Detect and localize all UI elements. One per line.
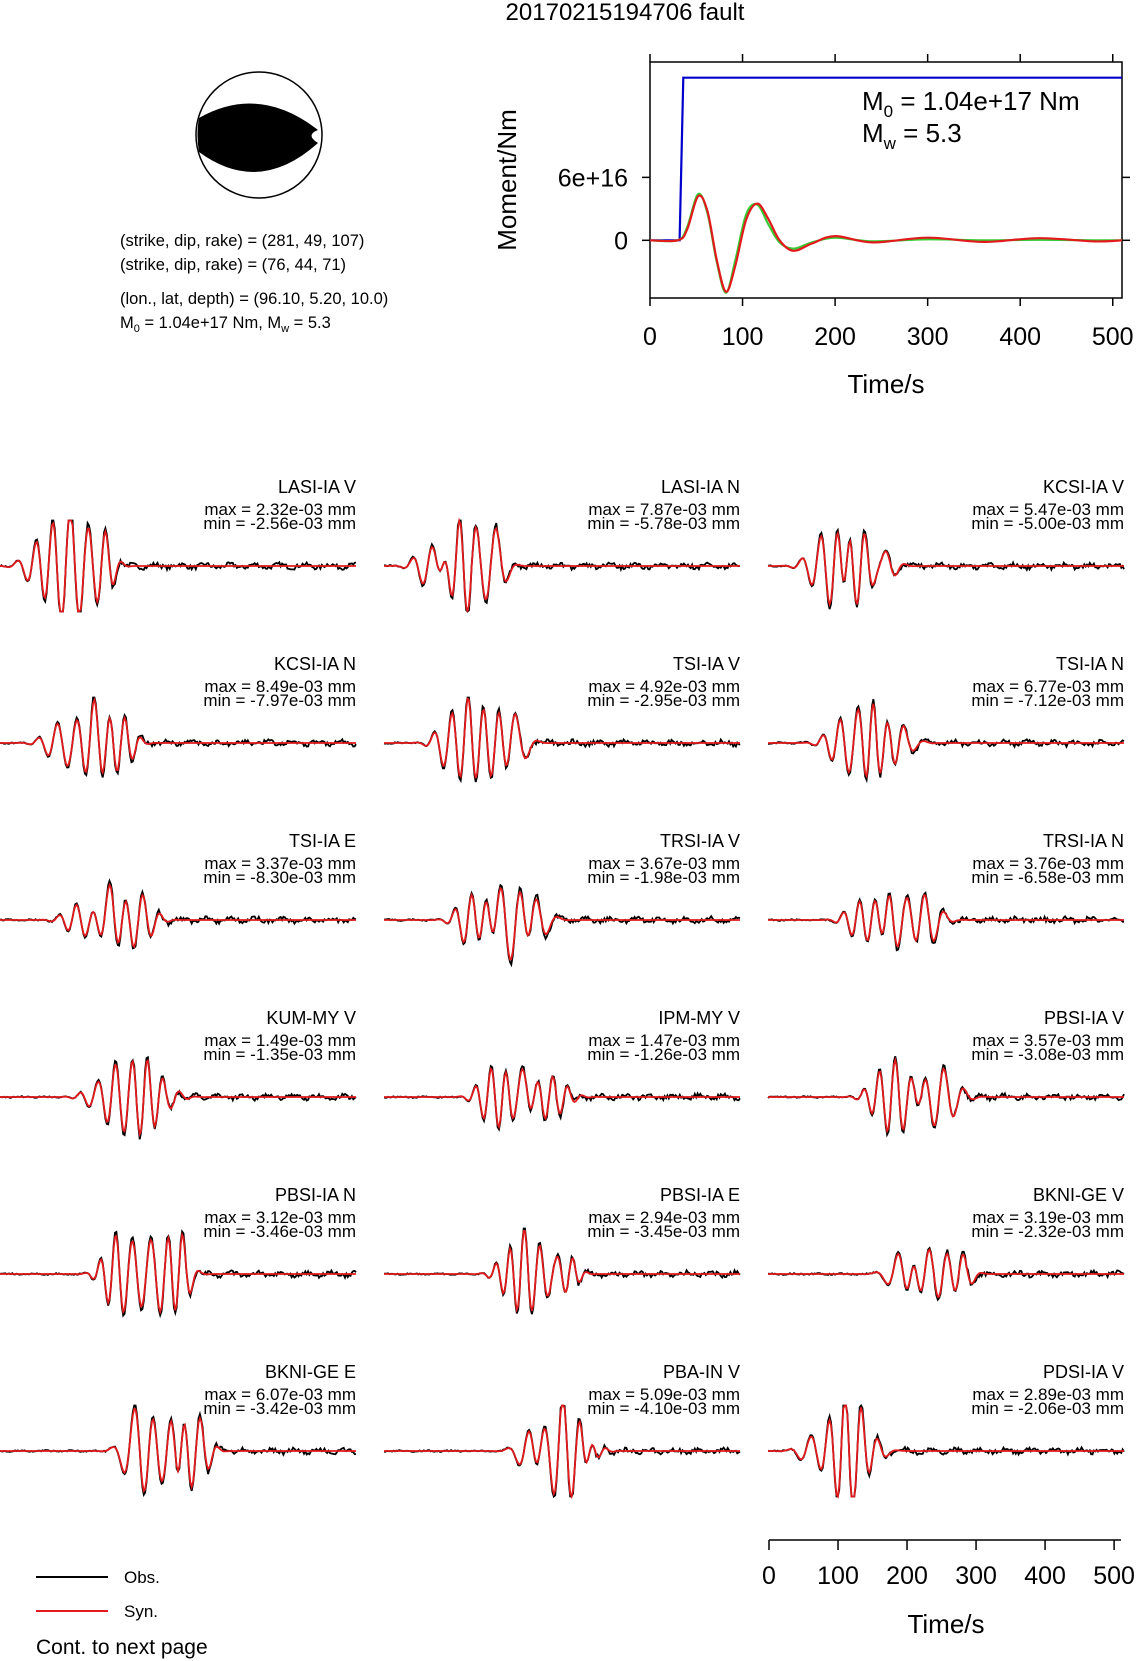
- waveform-panel: [0, 1008, 356, 1139]
- moment-x-tick-label: 200: [814, 323, 856, 351]
- max-amplitude-label: max = 3.19e-03 mm: [972, 1208, 1124, 1227]
- station-label: TSI-IA V: [672, 654, 740, 674]
- min-amplitude-label: min = -3.46e-03 mm: [203, 1222, 356, 1241]
- continued-note: Cont. to next page: [36, 1636, 208, 1659]
- max-amplitude-label: max = 5.09e-03 mm: [588, 1385, 740, 1404]
- waveform-time-axis: [762, 1540, 1135, 1639]
- station-label: KUM-MY V: [266, 1008, 356, 1028]
- waveform-panel: [384, 1185, 740, 1314]
- synthetic-waveform: [0, 885, 356, 947]
- synthetic-waveform: [384, 1069, 740, 1127]
- moment-x-tick-label: 100: [721, 323, 764, 351]
- min-amplitude-label: min = -4.10e-03 mm: [587, 1399, 740, 1418]
- min-amplitude-label: min = -2.06e-03 mm: [971, 1399, 1124, 1418]
- synthetic-waveform: [768, 1406, 1124, 1497]
- synthetic-waveform: [384, 521, 740, 612]
- max-amplitude-label: max = 2.32e-03 mm: [204, 500, 356, 519]
- min-amplitude-label: min = -2.56e-03 mm: [203, 514, 356, 533]
- max-amplitude-label: max = 1.47e-03 mm: [588, 1031, 740, 1050]
- min-amplitude-label: min = -7.97e-03 mm: [203, 691, 356, 710]
- max-amplitude-label: max = 6.07e-03 mm: [204, 1385, 356, 1404]
- station-label: BKNI-GE E: [264, 1362, 356, 1382]
- moment-x-tick-label: 300: [906, 323, 949, 351]
- synthetic-waveform: [768, 1250, 1124, 1297]
- max-amplitude-label: max = 8.49e-03 mm: [204, 677, 356, 696]
- waveform-panel: [0, 831, 356, 948]
- station-label: PBSI-IA E: [659, 1185, 740, 1205]
- legend: [36, 1568, 208, 1659]
- beachball-icon: [196, 72, 322, 198]
- waveform-panel: [768, 1185, 1124, 1300]
- moment-mw-label: $M_w = 5.3$: [862, 118, 962, 153]
- figure-title: 20170215194706 fault: [505, 0, 745, 26]
- min-amplitude-label: min = -5.78e-03 mm: [587, 514, 740, 533]
- moment-x-tick-label: 500: [1091, 323, 1134, 351]
- synthetic-waveform: [384, 1406, 740, 1497]
- synthetic-waveform: [0, 1235, 356, 1312]
- waveform-grid: [0, 477, 1124, 1497]
- location-depth: (lon., lat, depth) = (96.10, 5.20, 10.0): [120, 290, 389, 308]
- observed-waveform: [384, 885, 740, 964]
- legend-syn-label: Syn.: [124, 1602, 159, 1621]
- station-label: BKNI-GE V: [1032, 1185, 1124, 1205]
- waveform-x-axis-label: Time/s: [907, 1609, 985, 1639]
- synthetic-waveform: [384, 888, 740, 959]
- min-amplitude-label: min = -6.58e-03 mm: [971, 868, 1124, 887]
- waveform-panel: [384, 477, 740, 612]
- waveform-panel: [384, 1008, 740, 1129]
- station-label: PDSI-IA V: [1042, 1362, 1124, 1382]
- waveform-x-tick-label: 300: [955, 1562, 997, 1590]
- station-label: LASI-IA V: [277, 477, 356, 497]
- moment-m0-label: $M_0 = 1.04e+17$ Nm: [862, 86, 1080, 121]
- waveform-panel: [768, 1362, 1124, 1497]
- observed-waveform: [768, 1056, 1124, 1134]
- station-label: PBSI-IA V: [1043, 1008, 1124, 1028]
- max-amplitude-label: max = 4.92e-03 mm: [588, 677, 740, 696]
- min-amplitude-label: min = -2.95e-03 mm: [587, 691, 740, 710]
- max-amplitude-label: max = 2.89e-03 mm: [972, 1385, 1124, 1404]
- waveform-panel: [0, 1362, 356, 1495]
- max-amplitude-label: max = 7.87e-03 mm: [588, 500, 740, 519]
- observed-waveform: [0, 881, 356, 948]
- min-amplitude-label: min = -3.42e-03 mm: [203, 1399, 356, 1418]
- focal-mechanism-info: [120, 232, 388, 335]
- waveform-panel: [768, 477, 1124, 609]
- synthetic-waveform: [768, 533, 1124, 604]
- waveform-panel: [768, 831, 1124, 950]
- min-amplitude-label: min = -1.98e-03 mm: [587, 868, 740, 887]
- min-amplitude-label: min = -7.12e-03 mm: [971, 691, 1124, 710]
- synthetic-waveform: [384, 699, 740, 778]
- station-label: TSI-IA N: [1055, 654, 1124, 674]
- waveform-x-tick-label: 400: [1024, 1562, 1066, 1590]
- moment-y-tick-label: 0: [614, 227, 628, 256]
- waveform-panel: [0, 654, 356, 777]
- waveform-x-tick-label: 500: [1093, 1562, 1135, 1590]
- moment-x-tick-label: 400: [999, 323, 1042, 351]
- max-amplitude-label: max = 3.37e-03 mm: [204, 854, 356, 873]
- max-amplitude-label: max = 3.76e-03 mm: [972, 854, 1124, 873]
- moment-rate-red-line: [650, 196, 1122, 292]
- station-label: TRSI-IA V: [659, 831, 740, 851]
- synthetic-waveform: [768, 895, 1124, 946]
- min-amplitude-label: min = -2.32e-03 mm: [971, 1222, 1124, 1241]
- station-label: KCSI-IA N: [273, 654, 356, 674]
- max-amplitude-label: max = 2.94e-03 mm: [588, 1208, 740, 1227]
- waveform-x-tick-label: 0: [762, 1562, 776, 1590]
- moment-magnitude-summary: $M_0 = 1.04e+17$ Nm, $M_w = 5.3$: [120, 314, 331, 335]
- max-amplitude-label: max = 5.47e-03 mm: [972, 500, 1124, 519]
- station-label: PBA-IN V: [662, 1362, 740, 1382]
- min-amplitude-label: min = -3.08e-03 mm: [971, 1045, 1124, 1064]
- synthetic-waveform: [768, 704, 1124, 776]
- min-amplitude-label: min = -8.30e-03 mm: [203, 868, 356, 887]
- waveform-panel: [0, 477, 356, 612]
- strike-dip-rake-2: (strike, dip, rake) = (76, 44, 71): [120, 256, 347, 274]
- waveform-panel: [384, 1362, 740, 1497]
- moment-y-tick-label: 6e+16: [557, 164, 628, 193]
- waveform-x-tick-label: 100: [817, 1562, 859, 1590]
- waveform-panel: [768, 1008, 1124, 1135]
- station-label: TRSI-IA N: [1042, 831, 1124, 851]
- waveform-panel: [384, 831, 740, 965]
- max-amplitude-label: max = 1.49e-03 mm: [204, 1031, 356, 1050]
- station-label: TSI-IA E: [288, 831, 356, 851]
- max-amplitude-label: max = 3.67e-03 mm: [588, 854, 740, 873]
- synthetic-waveform: [0, 700, 356, 773]
- synthetic-waveform: [0, 1061, 356, 1135]
- station-label: IPM-MY V: [658, 1008, 740, 1028]
- strike-dip-rake-1: (strike, dip, rake) = (281, 49, 107): [120, 232, 365, 250]
- max-amplitude-label: max = 6.77e-03 mm: [972, 677, 1124, 696]
- moment-x-tick-label: 0: [643, 323, 657, 351]
- max-amplitude-label: max = 3.12e-03 mm: [204, 1208, 356, 1227]
- legend-obs-label: Obs.: [124, 1568, 160, 1587]
- observed-waveform: [768, 699, 1124, 780]
- waveform-panel: [0, 1185, 356, 1316]
- waveform-panel: [768, 654, 1124, 780]
- waveform-x-tick-label: 200: [886, 1562, 928, 1590]
- min-amplitude-label: min = -3.45e-03 mm: [587, 1222, 740, 1241]
- min-amplitude-label: min = -1.26e-03 mm: [587, 1045, 740, 1064]
- moment-y-axis-label: Moment/Nm: [492, 109, 522, 251]
- observed-waveform: [768, 893, 1124, 950]
- min-amplitude-label: min = -5.00e-03 mm: [971, 514, 1124, 533]
- station-label: PBSI-IA N: [274, 1185, 356, 1205]
- station-label: KCSI-IA V: [1042, 477, 1124, 497]
- waveform-panel: [384, 654, 740, 782]
- moment-x-axis-label: Time/s: [847, 369, 925, 399]
- synthetic-waveform: [0, 521, 356, 612]
- station-label: LASI-IA N: [660, 477, 740, 497]
- observed-waveform: [768, 530, 1124, 609]
- max-amplitude-label: max = 3.57e-03 mm: [972, 1031, 1124, 1050]
- min-amplitude-label: min = -1.35e-03 mm: [203, 1045, 356, 1064]
- moment-rate-plot: [492, 54, 1134, 399]
- observed-waveform: [0, 1057, 356, 1139]
